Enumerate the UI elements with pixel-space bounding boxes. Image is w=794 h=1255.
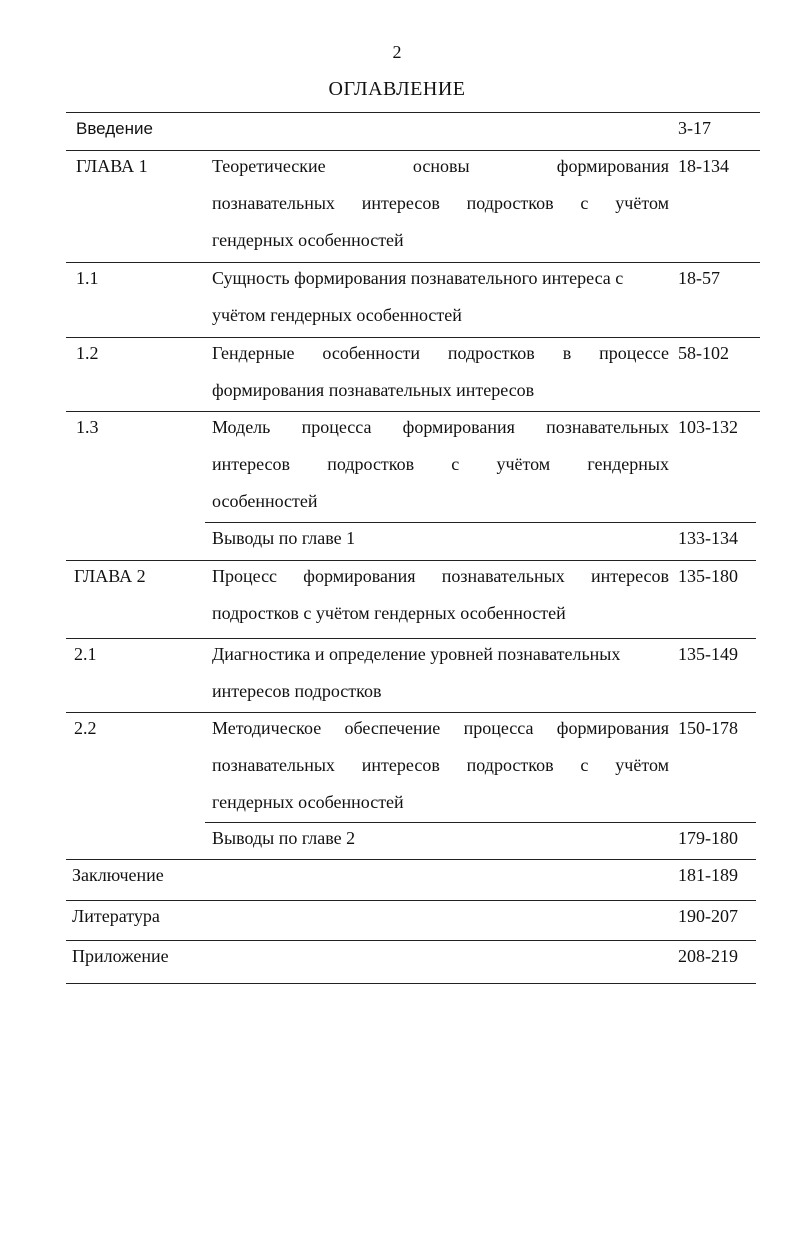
page-number: 2	[392, 42, 402, 62]
toc-entry-title[interactable]	[212, 558, 669, 632]
toc-entry-number: Заключение	[72, 865, 164, 885]
toc-entry-title-line: гендерных особенностей	[212, 792, 404, 812]
toc-entry-pages: 179-180	[678, 828, 738, 848]
row-divider	[66, 859, 756, 860]
toc-entry-title[interactable]	[212, 260, 669, 334]
toc-entry-pages: 190-207	[678, 906, 738, 926]
row-divider	[66, 940, 756, 941]
toc-entry-title[interactable]	[212, 820, 669, 857]
toc-entry-title-line: Выводы по главе 1	[212, 528, 356, 548]
row-divider	[66, 112, 760, 113]
toc-entry-title-line: Диагностика и определение уровней познавательных	[212, 644, 621, 664]
toc-entry-number: Приложение	[72, 946, 169, 966]
toc-entry-title[interactable]	[212, 148, 669, 259]
toc-entry-pages: 133-134	[678, 528, 738, 548]
toc-entry-title-line: подростков с учётом гендерных особенностей	[212, 603, 566, 623]
table-bottom-rule	[66, 983, 756, 984]
toc-entry-title[interactable]	[212, 710, 669, 821]
toc-entry-title[interactable]	[212, 335, 669, 409]
toc-entry-title-line: Модель процесса формирования познавательных	[212, 417, 669, 437]
toc-entry-pages: 58-102	[678, 343, 729, 363]
toc-entry-title-line: особенностей	[212, 491, 318, 511]
toc-entry-number: 2.2	[74, 718, 97, 738]
toc-entry-number: 2.1	[74, 644, 97, 664]
toc-entry-title-line: Сущность формирования познавательного интереса с	[212, 268, 624, 288]
toc-entry-title-line: Гендерные особенности подростков в процессе	[212, 343, 669, 363]
toc-entry-title-line: познавательных интересов подростков с учётом	[212, 755, 669, 775]
toc-entry-title-line: Методическое обеспечение процесса формирования	[212, 718, 669, 738]
toc-entry-title-line: учётом гендерных особенностей	[212, 305, 462, 325]
toc-entry-number: Введение	[76, 119, 153, 138]
toc-entry-title-line: формирования познавательных интересов	[212, 380, 535, 400]
toc-entry-number: 1.1	[76, 268, 99, 288]
page-title: ОГЛАВЛЕНИЕ	[328, 78, 466, 100]
toc-entry-number: Литература	[72, 906, 160, 926]
toc-entry-title[interactable]	[212, 636, 669, 710]
toc-entry-pages: 3-17	[678, 118, 711, 138]
toc-entry-title-line: интересов подростков с учётом гендерных	[212, 454, 669, 474]
toc-entry-pages: 150-178	[678, 718, 738, 738]
toc-entry-number: 1.2	[76, 343, 99, 363]
toc-entry-title-line: интересов подростков	[212, 681, 382, 701]
toc-entry-pages: 135-180	[678, 566, 738, 586]
toc-entry-title-line: Выводы по главе 2	[212, 828, 356, 848]
toc-entry-title-line: Процесс формирования познавательных интересов	[212, 566, 669, 586]
toc-entry-title-line: гендерных особенностей	[212, 230, 404, 250]
row-divider	[66, 900, 756, 901]
toc-entry-title[interactable]	[212, 520, 669, 557]
toc-entry-number: ГЛАВА 2	[74, 566, 146, 586]
toc-entry-title-line: Теоретические основы формирования	[212, 156, 669, 176]
toc-entry-pages: 18-134	[678, 156, 729, 176]
toc-entry-title[interactable]	[212, 409, 669, 520]
toc-entry-number: 1.3	[76, 417, 99, 437]
toc-entry-pages: 208-219	[678, 946, 738, 966]
toc-entry-pages: 103-132	[678, 417, 738, 437]
toc-entry-number: ГЛАВА 1	[76, 156, 148, 176]
toc-entry-pages: 181-189	[678, 865, 738, 885]
toc-entry-pages: 135-149	[678, 644, 738, 664]
toc-entry-pages: 18-57	[678, 268, 720, 288]
toc-entry-title-line: познавательных интересов подростков с учётом	[212, 193, 669, 213]
